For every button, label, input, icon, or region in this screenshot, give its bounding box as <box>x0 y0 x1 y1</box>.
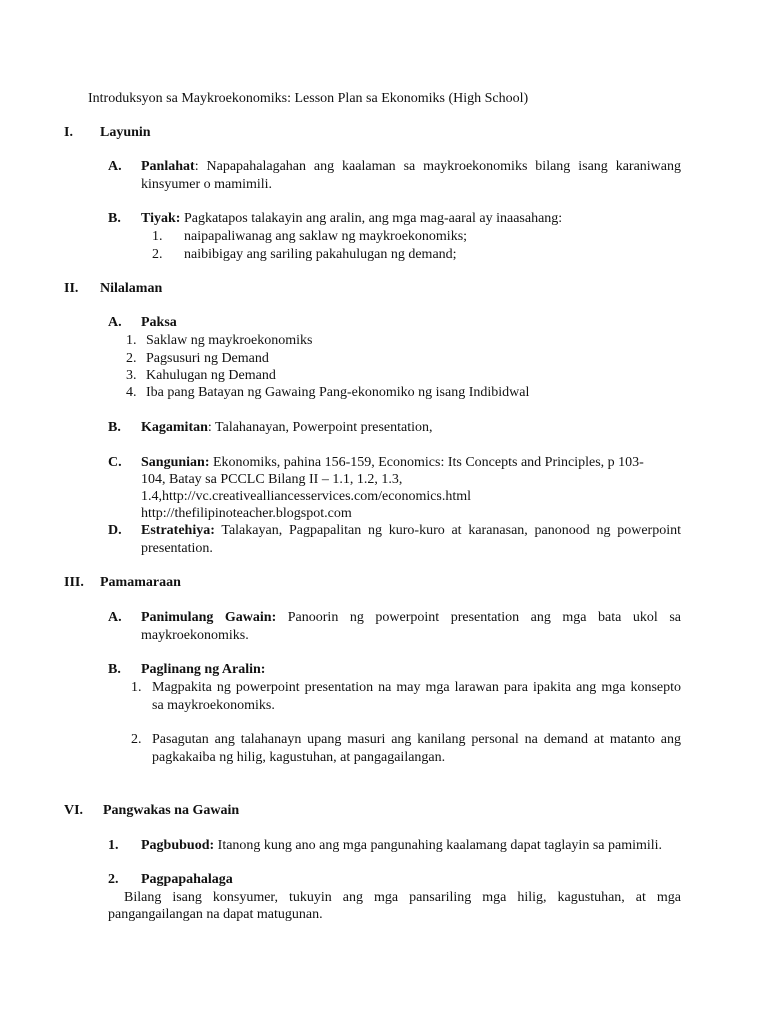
s2-a-item-4-text: Iba pang Batayan ng Gawaing Pang-ekonomiko ng isang Indibidwal <box>146 385 530 400</box>
s1-b-label: Tiyak: <box>141 211 181 226</box>
s3-b-item-1-line1: Magpakita ng powerpoint presentation na may mga larawan para ipakita ang mga konsepto <box>152 680 681 695</box>
s3-b-item-1-num: 1. <box>131 680 142 695</box>
s3-b-letter: B. <box>108 662 121 677</box>
s4-item-1-text: Itanong kung ano ang mga pangunahing kaalamang dapat taglayin sa pamimili. <box>214 838 663 853</box>
s1-a-text: : Napapahalagahan ang kaalaman sa maykroekonomiks bilang isang karaniwang <box>194 159 681 174</box>
s2-c-line3: 1.4,http://vc.creativealliancesservices.com/economics.html <box>141 489 472 504</box>
s1-a-label: Panlahat <box>141 159 195 174</box>
s3-b-item-2-line2: pagkakaiba ng hilig, kagustuhan, at pangagailangan. <box>152 750 446 765</box>
s1-a-letter: A. <box>108 159 122 174</box>
s2-a-item-1-num: 1. <box>126 333 137 348</box>
section-2-heading: Nilalaman <box>100 281 163 296</box>
section-1-heading: Layunin <box>100 125 151 140</box>
s2-a-item-1-text: Saklaw ng maykroekonomiks <box>146 333 313 348</box>
s4-item-2-line1: Bilang isang konsyumer, tukuyin ang mga pansariling mga hilig, kagustuhan, at mga <box>124 890 681 905</box>
s4-item-2-line2: pangangailangan na dapat matugunan. <box>108 907 323 922</box>
s2-b-text: : Talahanayan, Powerpoint presentation, <box>207 420 433 435</box>
s2-a-item-3-num: 3. <box>126 368 137 383</box>
s2-d-label: Estratehiya: <box>141 523 215 538</box>
s3-a-line1 <box>141 609 681 627</box>
s1-b-letter: B. <box>108 211 121 226</box>
s2-c-text: Ekonomiks, pahina 156-159, Economics: Its Concepts and Principles, p 103- <box>209 455 644 470</box>
s2-a-label: Paksa <box>141 315 177 330</box>
s2-b-letter: B. <box>108 420 121 435</box>
s4-item-1-line <box>141 837 662 855</box>
s1-b-item-2-num: 2. <box>152 247 163 262</box>
s2-d-line1 <box>141 522 681 540</box>
s2-d-letter: D. <box>108 523 122 538</box>
s2-a-item-4-num: 4. <box>126 385 137 400</box>
s1-b-item-2-text: naibibigay ang sariling pakahulugan ng demand; <box>184 247 457 262</box>
section-2-number: II. <box>64 281 79 296</box>
s1-a-line1 <box>141 158 681 176</box>
s2-c-line1 <box>141 454 644 472</box>
s3-b-item-2-line1: Pasagutan ang talahanayn upang masuri ang kanilang personal na demand at matanto ang <box>152 732 681 747</box>
section-3-heading: Pamamaraan <box>100 575 181 590</box>
s1-b-text: Pagkatapos talakayin ang aralin, ang mga mag-aaral ay inaasahang: <box>180 211 563 226</box>
s2-d-line2: presentation. <box>141 541 213 556</box>
s4-item-1-label: Pagbubuod: <box>141 838 215 853</box>
s2-a-item-3-text: Kahulugan ng Demand <box>146 368 276 383</box>
s3-b-item-1-line2: sa maykroekonomiks. <box>152 698 275 713</box>
s2-a-item-2-text: Pagsusuri ng Demand <box>146 351 269 366</box>
s3-b-label: Paglinang ng Aralin: <box>141 662 266 677</box>
s3-b-item-2-num: 2. <box>131 732 142 747</box>
s2-a-letter: A. <box>108 315 122 330</box>
s4-item-1-num: 1. <box>108 838 119 853</box>
section-3-number: III. <box>64 575 84 590</box>
section-4-heading: Pangwakas na Gawain <box>103 803 240 818</box>
s2-c-line4: http://thefilipinoteacher.blogspot.com <box>141 506 352 521</box>
s2-b-line <box>141 419 433 437</box>
s1-b-item-1-text: naipapaliwanag ang saklaw ng maykroekonomiks; <box>184 229 468 244</box>
s2-a-item-2-num: 2. <box>126 351 137 366</box>
s2-c-line2: 104, Batay sa PCCLC Bilang II – 1.1, 1.2, 1.3, <box>141 472 403 487</box>
s2-c-letter: C. <box>108 455 122 470</box>
s4-item-2-label: Pagpapahalaga <box>141 872 233 887</box>
section-4-number: VI. <box>64 803 84 818</box>
s1-b-line <box>141 210 562 228</box>
s1-a-line2: kinsyumer o mamimili. <box>141 177 273 192</box>
s3-a-line2: maykroekonomiks. <box>141 628 249 643</box>
section-1-number: I. <box>64 125 73 140</box>
s1-b-item-1-num: 1. <box>152 229 163 244</box>
s3-a-letter: A. <box>108 610 122 625</box>
s3-a-text: Panoorin ng powerpoint presentation ang mga bata ukol sa <box>276 610 681 625</box>
s2-d-text: Talakayan, Pagpapalitan ng kuro-kuro at karanasan, panonood ng powerpoint <box>214 523 681 538</box>
document-title: Introduksyon sa Maykroekonomiks: Lesson Plan sa Ekonomiks (High School) <box>88 91 529 106</box>
s2-b-label: Kagamitan <box>141 420 208 435</box>
s2-c-label: Sangunian: <box>141 455 210 470</box>
s4-item-2-num: 2. <box>108 872 119 887</box>
s3-a-label: Panimulang Gawain: <box>141 610 277 625</box>
